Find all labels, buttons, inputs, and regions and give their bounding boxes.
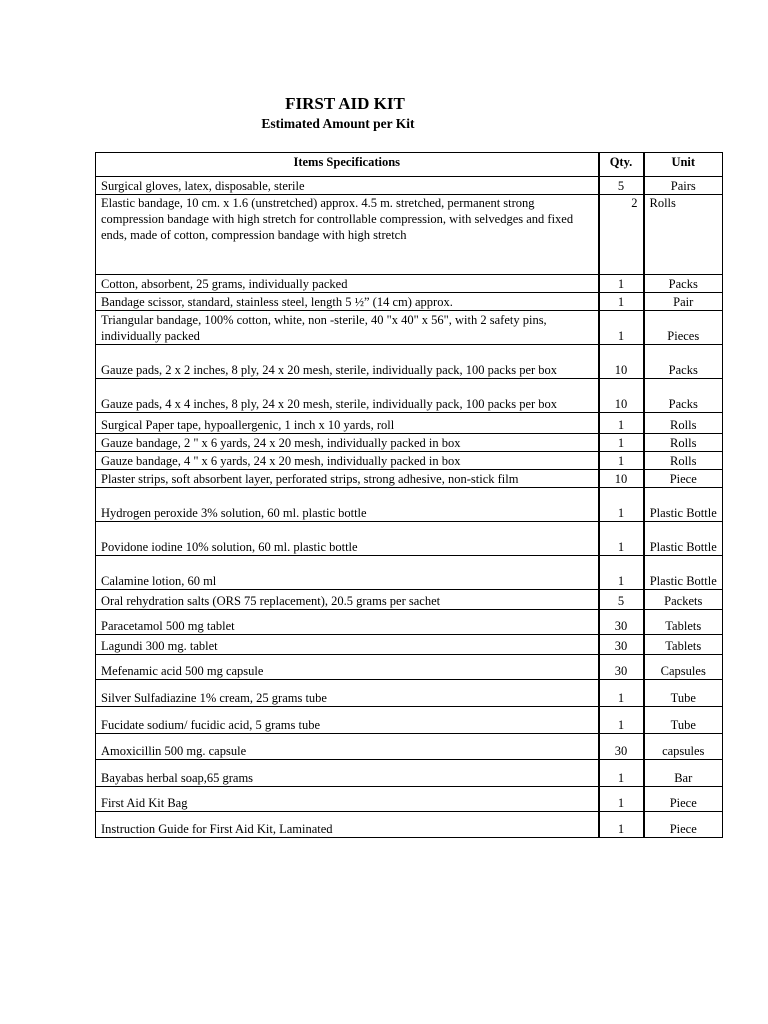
- cell-qty: 1: [599, 760, 644, 787]
- cell-spec: Povidone iodine 10% solution, 60 ml. plastic bottle: [96, 522, 599, 556]
- cell-spec: Hydrogen peroxide 3% solution, 60 ml. plastic bottle: [96, 488, 599, 522]
- cell-qty: 1: [599, 556, 644, 590]
- cell-spec: Mefenamic acid 500 mg capsule: [96, 655, 599, 680]
- cell-unit: Piece: [644, 787, 723, 812]
- cell-spec: Paracetamol 500 mg tablet: [96, 610, 599, 635]
- cell-qty: 30: [599, 610, 644, 635]
- header-unit: Unit: [644, 153, 723, 177]
- table-row: [96, 610, 723, 635]
- table-row: [96, 760, 723, 787]
- cell-spec: Bayabas herbal soap,65 grams: [96, 760, 599, 787]
- cell-unit: Packets: [644, 590, 723, 610]
- cell-spec: Gauze pads, 4 x 4 inches, 8 ply, 24 x 20 mesh, sterile, individually pack, 100 packs per box: [96, 379, 599, 413]
- cell-unit: Piece: [644, 812, 723, 838]
- cell-qty: 1: [599, 812, 644, 838]
- cell-spec: Amoxicillin 500 mg. capsule: [96, 734, 599, 760]
- cell-unit: Rolls: [644, 452, 723, 470]
- table-row: [96, 470, 723, 488]
- cell-spec: Calamine lotion, 60 ml: [96, 556, 599, 590]
- cell-spec: Triangular bandage, 100% cotton, white, non -sterile, 40 "x 40" x 56", with 2 safety pins, individually packed: [96, 311, 599, 345]
- cell-unit: Pairs: [644, 177, 723, 195]
- table-row: [96, 275, 723, 293]
- table-row: [96, 556, 723, 590]
- document-subtitle: Estimated Amount per Kit: [261, 116, 415, 131]
- cell-unit: Pieces: [644, 311, 723, 345]
- table-row: [96, 680, 723, 707]
- cell-qty: 5: [599, 590, 644, 610]
- cell-unit: Rolls: [644, 434, 723, 452]
- cell-qty: 30: [599, 734, 644, 760]
- cell-qty: 1: [599, 522, 644, 556]
- cell-unit: Packs: [644, 345, 723, 379]
- document-title: FIRST AID KIT: [285, 94, 405, 113]
- cell-spec: Gauze bandage, 4 " x 6 yards, 24 x 20 mesh, individually packed in box: [96, 452, 599, 470]
- table-row: [96, 379, 723, 413]
- cell-spec: Silver Sulfadiazine 1% cream, 25 grams tube: [96, 680, 599, 707]
- cell-spec: First Aid Kit Bag: [96, 787, 599, 812]
- cell-unit: Plastic Bottle: [644, 556, 723, 590]
- table-row: [96, 488, 723, 522]
- table-row: [96, 311, 723, 345]
- cell-qty: 2: [599, 195, 644, 275]
- cell-spec: Oral rehydration salts (ORS 75 replacement), 20.5 grams per sachet: [96, 590, 599, 610]
- table-row: [96, 293, 723, 311]
- table-row: [96, 434, 723, 452]
- cell-unit: Bar: [644, 760, 723, 787]
- cell-spec: Lagundi 300 mg. tablet: [96, 635, 599, 655]
- cell-qty: 1: [599, 413, 644, 434]
- table-row: [96, 707, 723, 734]
- cell-qty: 1: [599, 787, 644, 812]
- cell-unit: Rolls: [644, 413, 723, 434]
- cell-unit: capsules: [644, 734, 723, 760]
- table-row: [96, 590, 723, 610]
- cell-unit: Packs: [644, 275, 723, 293]
- cell-unit: Tube: [644, 707, 723, 734]
- table-row: [96, 413, 723, 434]
- cell-spec: Instruction Guide for First Aid Kit, Laminated: [96, 812, 599, 838]
- cell-qty: 30: [599, 655, 644, 680]
- cell-unit: Capsules: [644, 655, 723, 680]
- cell-spec: Fucidate sodium/ fucidic acid, 5 grams tube: [96, 707, 599, 734]
- cell-spec: Gauze bandage, 2 " x 6 yards, 24 x 20 mesh, individually packed in box: [96, 434, 599, 452]
- cell-qty: 1: [599, 311, 644, 345]
- cell-qty: 10: [599, 379, 644, 413]
- table-row: [96, 734, 723, 760]
- cell-qty: 1: [599, 293, 644, 311]
- cell-qty: 1: [599, 680, 644, 707]
- cell-unit: Plastic Bottle: [644, 522, 723, 556]
- cell-unit: Piece: [644, 470, 723, 488]
- cell-qty: 1: [599, 275, 644, 293]
- cell-spec: Cotton, absorbent, 25 grams, individually packed: [96, 275, 599, 293]
- cell-unit: Tube: [644, 680, 723, 707]
- cell-unit: Rolls: [644, 195, 723, 275]
- cell-unit: Tablets: [644, 610, 723, 635]
- table-row: [96, 787, 723, 812]
- cell-spec: Gauze pads, 2 x 2 inches, 8 ply, 24 x 20 mesh, sterile, individually pack, 100 packs per box: [96, 345, 599, 379]
- table-row: [96, 345, 723, 379]
- cell-qty: 1: [599, 488, 644, 522]
- table-row: [96, 452, 723, 470]
- table-row: [96, 195, 723, 275]
- cell-unit: Pair: [644, 293, 723, 311]
- header-items-specifications: Items Specifications: [96, 153, 599, 177]
- cell-spec: Bandage scissor, standard, stainless steel, length 5 ½” (14 cm) approx.: [96, 293, 599, 311]
- cell-qty: 10: [599, 470, 644, 488]
- table-row: [96, 812, 723, 838]
- cell-qty: 1: [599, 707, 644, 734]
- table-row: [96, 522, 723, 556]
- items-table: [95, 152, 723, 838]
- cell-unit: Tablets: [644, 635, 723, 655]
- cell-spec: Surgical Paper tape, hypoallergenic, 1 inch x 10 yards, roll: [96, 413, 599, 434]
- cell-qty: 30: [599, 635, 644, 655]
- cell-qty: 10: [599, 345, 644, 379]
- cell-spec: Plaster strips, soft absorbent layer, perforated strips, strong adhesive, non-stick film: [96, 470, 599, 488]
- cell-unit: Plastic Bottle: [644, 488, 723, 522]
- cell-qty: 1: [599, 452, 644, 470]
- table-header-row: [96, 153, 723, 177]
- table-row: [96, 635, 723, 655]
- cell-qty: 1: [599, 434, 644, 452]
- cell-qty: 5: [599, 177, 644, 195]
- header-qty: Qty.: [599, 153, 644, 177]
- table-row: [96, 177, 723, 195]
- cell-spec: Surgical gloves, latex, disposable, sterile: [96, 177, 599, 195]
- table-row: [96, 655, 723, 680]
- cell-spec: Elastic bandage, 10 cm. x 1.6 (unstretched) approx. 4.5 m. stretched, permanent strong compression bandage with high stretch for controllable compression, with selvedges and fixed ends, made of cotton, compression bandage with high stretch: [96, 195, 599, 275]
- cell-unit: Packs: [644, 379, 723, 413]
